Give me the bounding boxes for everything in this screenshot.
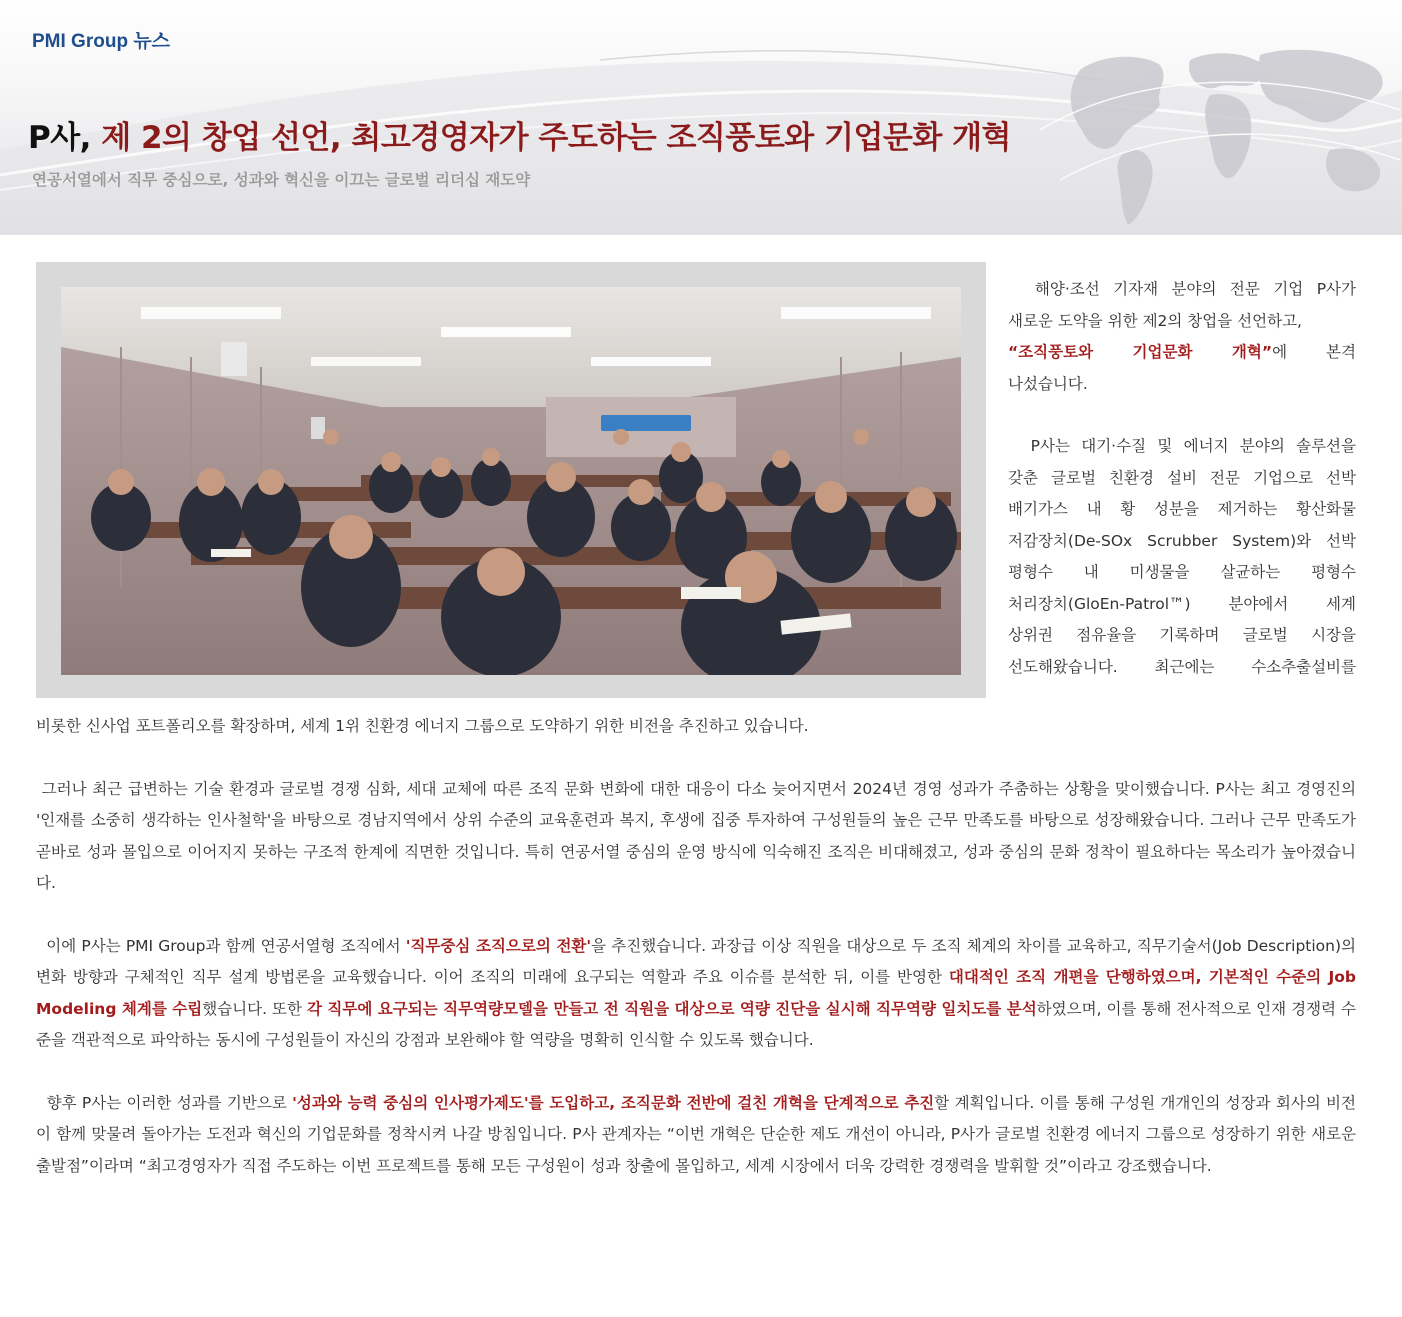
paragraph-4 xyxy=(36,931,1356,1057)
paragraph-text: 향후 P사는 이러한 성과를 기반으로 xyxy=(46,1093,293,1112)
seminar-photo-illustration xyxy=(61,287,961,675)
paragraph-text: 했습니다. 또한 xyxy=(202,999,307,1018)
highlight-text: '성과와 능력 중심의 인사평가제도'를 도입하고, 조직문화 전반에 걸친 개혁을 단계적으로 추진 xyxy=(292,1093,935,1112)
seminar-photo xyxy=(61,287,961,675)
side-p1-line2: 새로운 도약을 위한 제2의 창업을 선언하고, xyxy=(1008,311,1302,330)
highlight-text: '직무중심 조직으로의 전환' xyxy=(405,936,592,955)
side-p2-line8: 선도해왔습니다. 최근에는 수소추출설비를 xyxy=(1008,657,1356,676)
paragraph-text: 이에 P사는 PMI Group과 함께 연공서열형 조직에서 xyxy=(46,936,406,955)
page-title xyxy=(28,112,1011,157)
side-text-line: 에 본격 xyxy=(1272,343,1356,361)
side-p1-line4: 나섰습니다. xyxy=(1008,374,1088,393)
paragraph-gap xyxy=(36,1057,1356,1088)
side-text-line: 해양·조선 기자재 분야의 전문 기업 P사가 xyxy=(1034,280,1356,298)
paragraph-2-continued: 비롯한 신사업 포트폴리오를 확장하며, 세계 1위 친환경 에너지 그룹으로 도약하기 위한 비전을 추진하고 있습니다. xyxy=(36,717,809,735)
paragraph-text: 하였으며, 이를 통해 전사적으로 인재 경쟁력 수준을 객관적으로 파악하는 동시에 구성원들이 자신의 강점과 보완해야 할 역량을 명확히 인식할 수 있도록 했습니다. xyxy=(36,999,1356,1049)
side-text-line: P사는 대기·수질 및 에너지 분야의 솔루션을 xyxy=(1030,437,1356,455)
article-body xyxy=(36,711,1356,1182)
paragraph-5 xyxy=(36,1088,1356,1183)
side-p1-line3 xyxy=(1008,337,1356,369)
paragraph-3-text: 그러나 최근 급변하는 기술 환경과 글로벌 경쟁 심화, 세대 교체에 따른 조직 문화 변화에 대한 대응이 다소 늦어지면서 2024년 경영 성과가 주춤하는 상황을 맞이했습니다. P사는 최고 경영진의 '인재를 소중히 생각하는 인사철학'을 바탕으로 경남지역에서 상위 수준의 교육훈련과 복지, 후생에 집중 투자하여 구성원들의 높은 근무 만족도를 바탕으로 성장해왔습니다. 그러나 근무 만족도가 곧바로 성과 몰입으로 이어지지 못하는 구조적 한계에 직면한 것입니다. 특히 연공서열 중심의 운영 방식에 익숙해진 조직은 비대해졌고, 성과 중심의 문화 정착이 필요하다는 목소리가 높아졌습니다. xyxy=(36,779,1356,892)
side-p2-line6: 처리장치(GloEn-Patrol™) 분야에서 세계 xyxy=(1008,594,1356,613)
side-p2-line4: 저감장치(De-SOx Scrubber System)와 선박 xyxy=(1008,531,1356,550)
side-p2-line3: 배기가스 내 황 성분을 제거하는 황산화물 xyxy=(1008,500,1356,518)
header-banner xyxy=(0,0,1402,235)
paragraph-text: 할 계획입니다. 이를 통해 구성원 개개인의 성장과 회사의 비전이 함께 맞물려 돌아가는 도전과 혁신의 기업문화를 정착시켜 나갈 방침입니다. P사 관계자는 “이번 개혁은 단순한 제도 개선이 아니라, P사가 글로벌 친환경 에너지 그룹으로 성장하기 위한 새로운 출발점”이라며 “최고경영자가 직접 주도하는 이번 프로젝트를 통해 모든 구성원이 성과 창출에 몰입하고, 세계 시장에서 더욱 강력한 경쟁력을 발휘할 것”이라고 강조했습니다. xyxy=(36,1093,1357,1175)
side-p2-line2: 갖춘 글로벌 친환경 설비 전문 기업으로 선박 xyxy=(1008,468,1356,487)
paragraph-gap xyxy=(36,743,1356,774)
photo-frame xyxy=(36,262,986,698)
world-map-graphic xyxy=(1020,30,1402,235)
highlight-text: 각 직무에 요구되는 직무역량모델을 만들고 전 직원을 대상으로 역량 진단을 실시해 직무역량 일치도를 분석 xyxy=(306,999,1037,1018)
side-p2-line5: 평형수 내 미생물을 살균하는 평형수 xyxy=(1008,563,1356,581)
page-subtitle: 연공서열에서 직무 중심으로, 성과와 혁신을 이끄는 글로벌 리더십 재도약 xyxy=(32,171,531,189)
headline-company: P사, xyxy=(28,120,91,156)
brand-label: PMI Group 뉴스 xyxy=(32,31,171,52)
side-p1-line1 xyxy=(1008,274,1356,306)
highlight-text: “조직풍토와 기업문화 개혁” xyxy=(1008,343,1273,361)
paragraph-3 xyxy=(36,774,1356,900)
paragraph-gap xyxy=(36,900,1356,931)
article-side-column xyxy=(1008,274,1356,683)
headline-title: 제 2의 창업 선언, 최고경영자가 주도하는 조직풍토와 기업문화 개혁 xyxy=(90,120,1011,156)
highlight-text: 대대적인 조직 개편을 단행하였으며, 기본적인 수준의 Job Modeling 체계를 수립 xyxy=(36,968,1357,1018)
paragraph-gap xyxy=(1008,400,1356,431)
side-p2-line1 xyxy=(1008,431,1356,463)
side-p2-line7: 상위권 점유율을 기록하며 글로벌 시장을 xyxy=(1008,626,1356,644)
paragraph-text: 을 추진했습니다. 과장급 이상 직원을 대상으로 두 조직 체계의 차이를 교육하고, 직무기술서(Job Description)의 변화 방향과 구체적인 직무 설계 방법론을 교육했습니다. 이어 조직의 미래에 요구되는 역할과 주요 이슈를 분석한 뒤, 이를 반영한 xyxy=(36,936,1356,986)
